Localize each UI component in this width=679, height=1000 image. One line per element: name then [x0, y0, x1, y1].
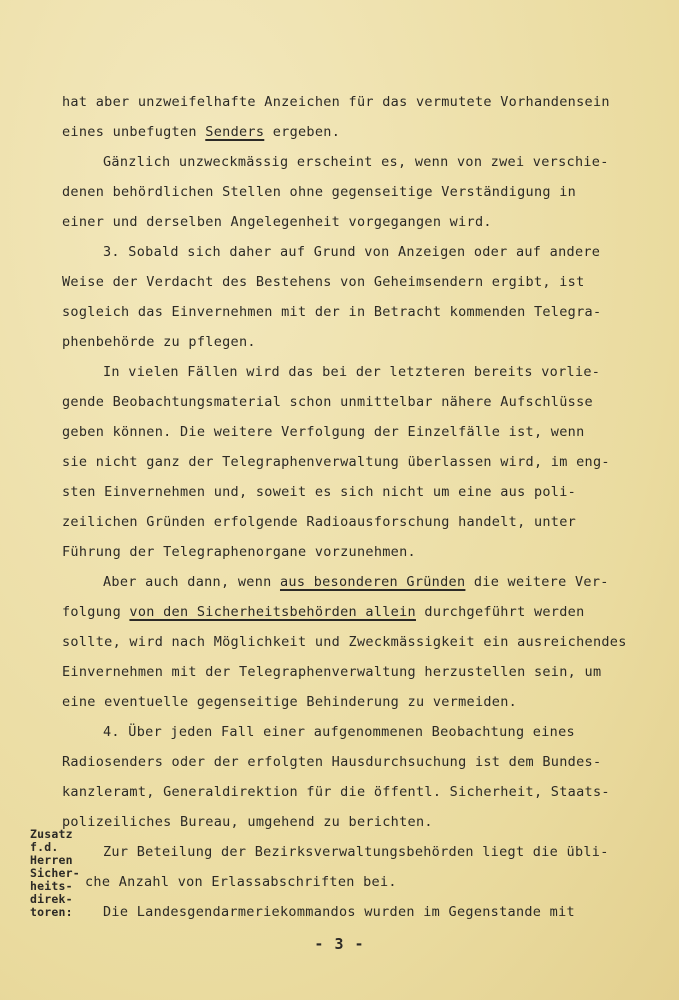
- page-number: - 3 -: [314, 935, 365, 953]
- text-line: In vielen Fällen wird das bei der letzteren bereits vorlie-: [103, 364, 601, 380]
- text-line: Einvernehmen mit der Telegraphenverwaltung herzustellen sein, um: [62, 664, 602, 680]
- margin-note-line: f.d.: [30, 840, 59, 854]
- underlined-term: Senders: [205, 124, 265, 140]
- text-line: 4. Über jeden Fall einer aufgenommenen Beobachtung eines: [103, 724, 575, 740]
- underlined-phrase: von den Sicherheitsbehörden allein: [129, 604, 416, 620]
- margin-note-line: Zusatz: [30, 827, 73, 841]
- margin-note-line: toren:: [30, 905, 73, 919]
- text-line: zeilichen Gründen erfolgende Radioausforschung handelt, unter: [62, 514, 577, 530]
- text-line: einer und derselben Angelegenheit vorgegangen wird.: [62, 214, 492, 230]
- text-line: Führung der Telegraphenorgane vorzunehmen.: [62, 544, 416, 560]
- text-line: denen behördlichen Stellen ohne gegenseitige Verständigung in: [62, 184, 577, 200]
- margin-note-line: direk-: [30, 892, 73, 906]
- text-line: Die Landesgendarmeriekommandos wurden im Gegenstande mit: [103, 904, 575, 920]
- text-span: eines unbefugten: [62, 124, 206, 140]
- text-line: gende Beobachtungsmaterial schon unmittelbar nähere Aufschlüsse: [62, 394, 593, 410]
- margin-note: [30, 828, 88, 919]
- text-line: [62, 123, 340, 141]
- underlined-phrase: aus besonderen Gründen: [279, 574, 466, 590]
- text-line: sollte, wird nach Möglichkeit und Zweckmässigkeit ein ausreichendes: [62, 634, 627, 650]
- text-line: phenbehörde zu pflegen.: [62, 334, 256, 350]
- text-line: Radiosenders oder der erfolgten Hausdurchsuchung ist dem Bundes-: [62, 754, 602, 770]
- text-line: 3. Sobald sich daher auf Grund von Anzeigen oder auf andere: [103, 244, 601, 260]
- margin-note-line: heits-: [30, 879, 73, 893]
- margin-note-line: Herren: [30, 853, 73, 867]
- text-line: Zur Beteilung der Bezirksverwaltungsbehörden liegt die übli-: [103, 844, 609, 860]
- text-span: die weitere Ver-: [465, 574, 609, 590]
- text-span: Aber auch dann, wenn: [103, 574, 280, 590]
- text-line: hat aber unzweifelhafte Anzeichen für das vermutete Vorhandensein: [62, 94, 610, 110]
- text-line: sie nicht ganz der Telegraphenverwaltung überlassen wird, im eng-: [62, 454, 610, 470]
- text-span: durchgeführt werden: [415, 604, 585, 620]
- text-line: [62, 603, 585, 621]
- text-line: che Anzahl von Erlassabschriften bei.: [85, 874, 397, 890]
- text-span: ergeben.: [264, 124, 341, 140]
- text-line: eine eventuelle gegenseitige Behinderung zu vermeiden.: [62, 694, 518, 710]
- text-line: sten Einvernehmen und, soweit es sich nicht um eine aus poli-: [62, 484, 577, 500]
- margin-note-line: Sicher-: [30, 866, 80, 880]
- text-line: Gänzlich unzweckmässig erscheint es, wenn von zwei verschie-: [103, 154, 609, 170]
- text-line: polizeiliches Bureau, umgehend zu berichten.: [62, 814, 433, 830]
- text-line: [103, 573, 609, 591]
- text-span: folgung: [62, 604, 130, 620]
- text-line: geben können. Die weitere Verfolgung der Einzelfälle ist, wenn: [62, 424, 585, 440]
- text-line: sogleich das Einvernehmen mit der in Betracht kommenden Telegra-: [62, 304, 602, 320]
- text-line: kanzleramt, Generaldirektion für die öffentl. Sicherheit, Staats-: [62, 784, 610, 800]
- text-line: Weise der Verdacht des Bestehens von Geheimsendern ergibt, ist: [62, 274, 585, 290]
